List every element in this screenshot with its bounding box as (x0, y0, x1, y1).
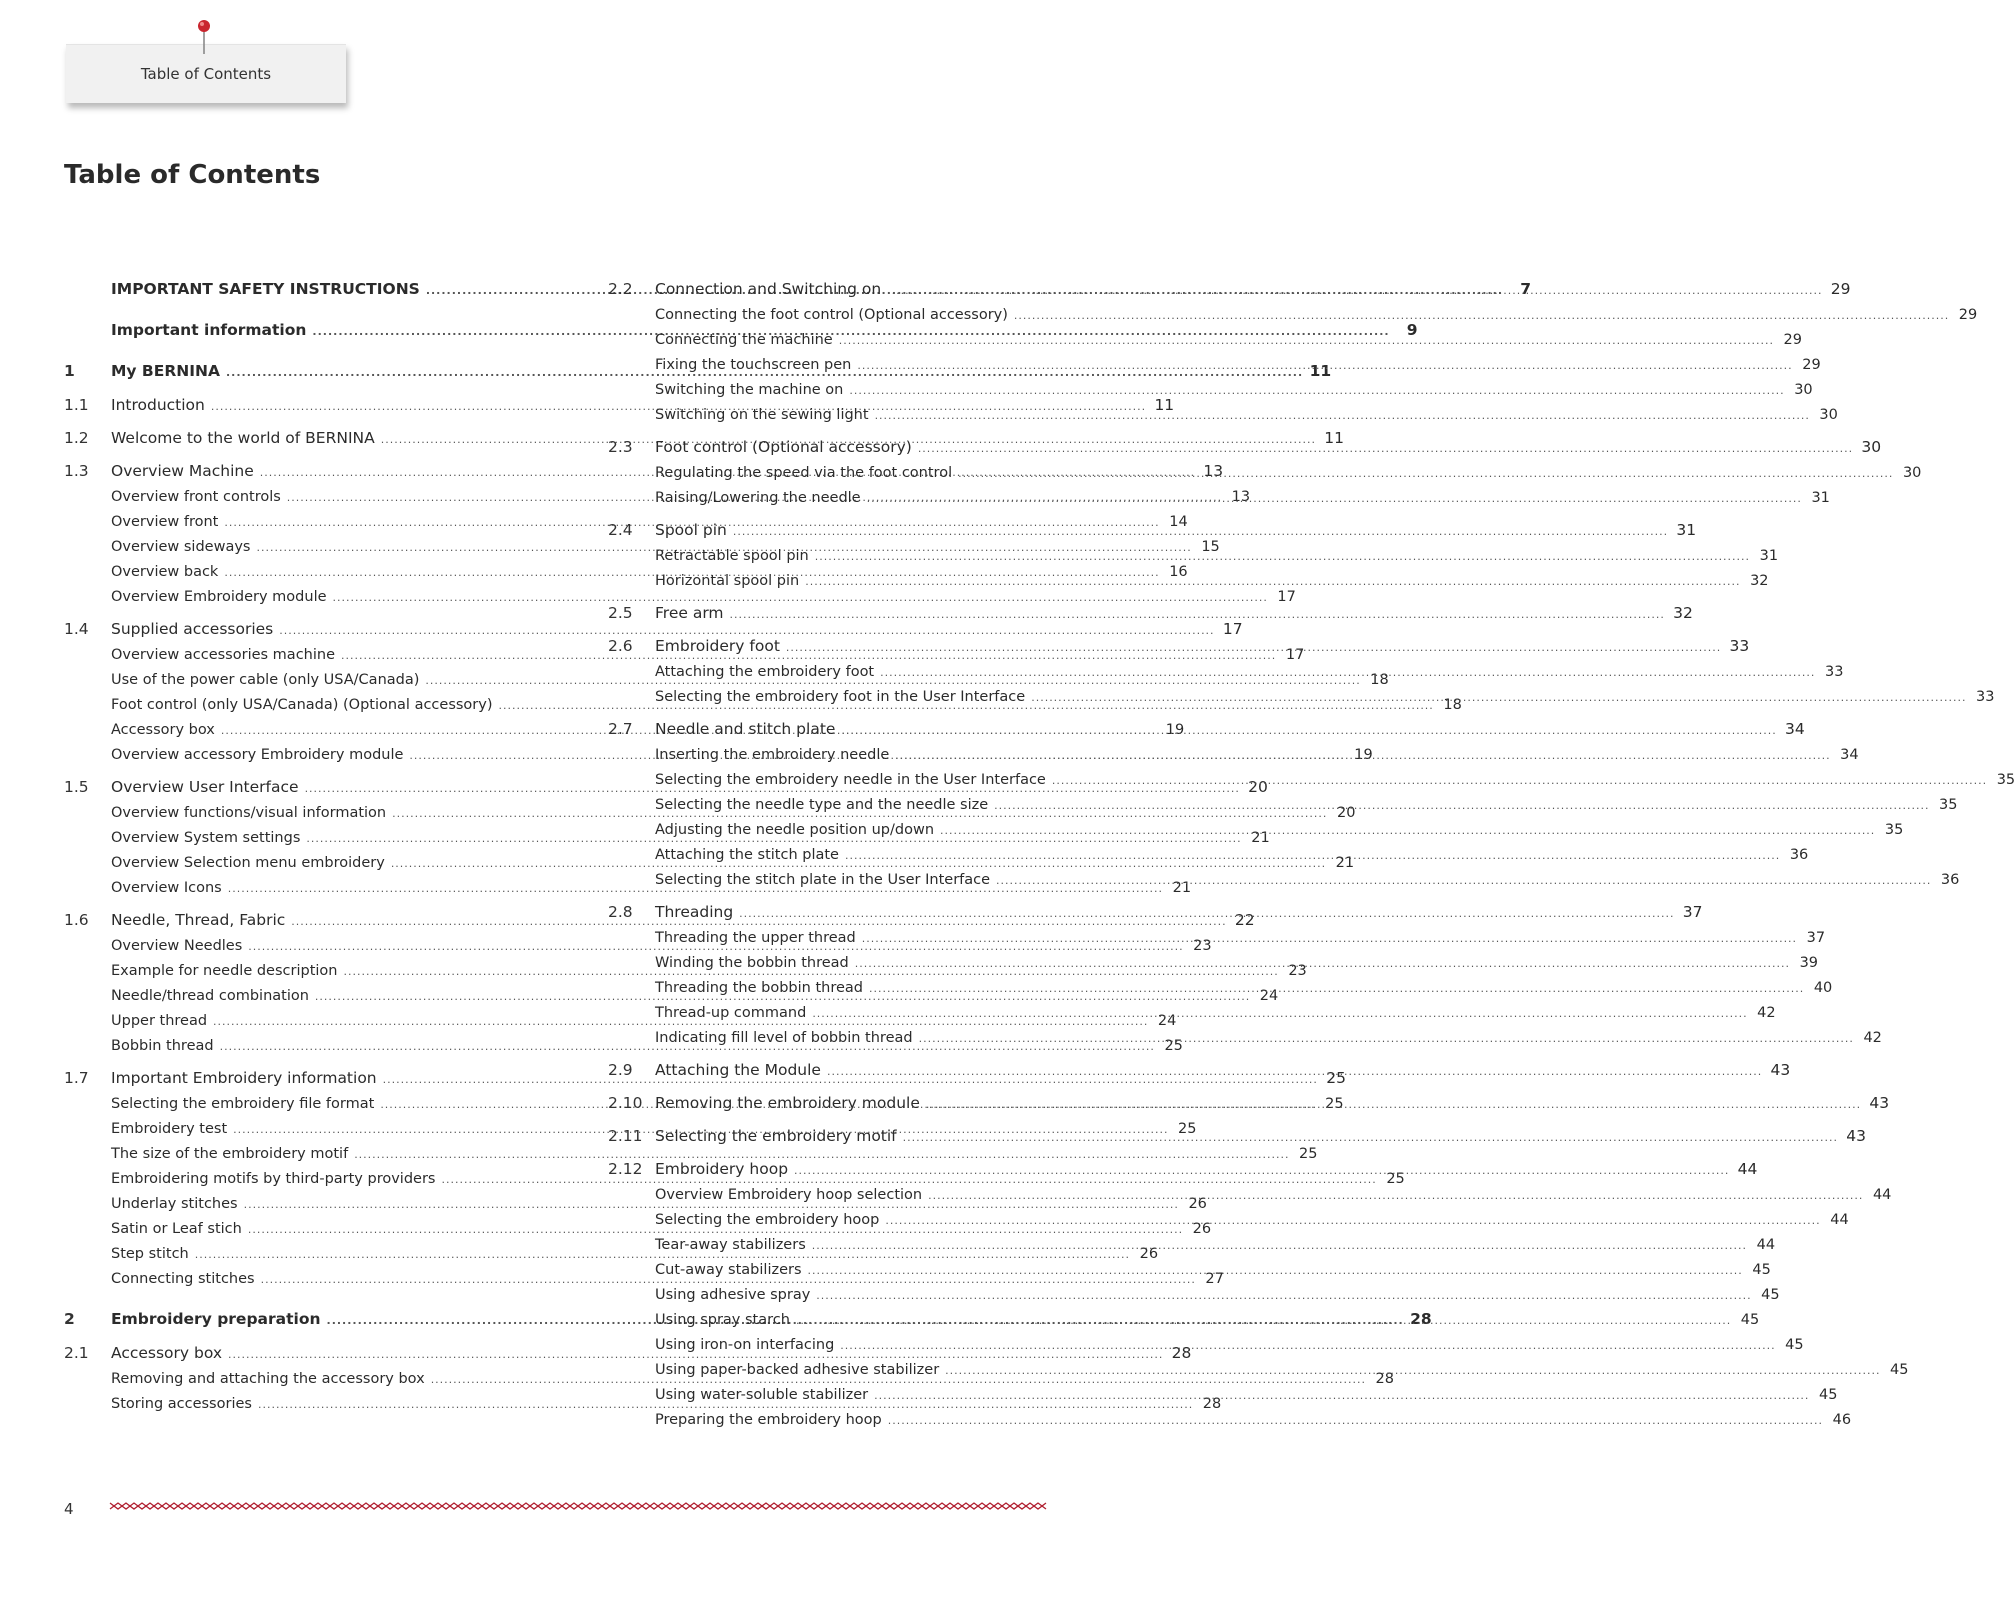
toc-dot-leader (875, 409, 1810, 422)
toc-entry-title: Free arm (655, 604, 724, 622)
toc-dot-leader (816, 1289, 1751, 1302)
toc-entry-page: 45 (1752, 1262, 1771, 1278)
toc-entry-page: 28 (1410, 1310, 1432, 1328)
toc-entry-title: Example for needle description (111, 963, 338, 979)
toc-dot-leader (808, 1264, 1743, 1277)
toc-entry-title: Introduction (111, 396, 205, 414)
toc-entry-number: 2.11 (608, 1127, 643, 1145)
toc-entry-page: 11 (1309, 362, 1332, 380)
toc-entry-title: Selecting the embroidery needle in the User Interface (655, 772, 1046, 788)
toc-entry-page: 18 (1370, 672, 1389, 688)
toc-entry-page: 31 (1811, 490, 1830, 506)
toc-entry-number: 2.4 (608, 521, 633, 539)
toc-entry-page: 18 (1443, 697, 1462, 713)
toc-entry-page: 25 (1326, 1069, 1346, 1087)
toc-entry-title: Threading the bobbin thread (655, 980, 863, 996)
toc-entry-title: Storing accessories (111, 1396, 252, 1412)
toc-dot-leader (895, 749, 1830, 762)
toc-entry[interactable] (608, 280, 1851, 298)
toc-entry-page: 29 (1830, 280, 1851, 298)
toc-entry-title: Overview accessory Embroidery module (111, 747, 404, 763)
toc-entry-title: Embroidering motifs by third-party providers (111, 1171, 436, 1187)
toc-entry-page: 21 (1172, 880, 1192, 896)
toc-entry-title: Switching on the sewing light (655, 407, 869, 423)
toc-entry-page: 31 (1676, 521, 1697, 539)
toc-entry[interactable] (608, 573, 1769, 589)
toc-entry-title: Overview System settings (111, 830, 301, 846)
toc-entry-title: Using paper-backed adhesive stabilizer (655, 1362, 940, 1378)
toc-dot-leader (919, 1032, 1854, 1045)
toc-entry-page: 44 (1830, 1212, 1849, 1228)
toc-entry-title: Switching the machine on (655, 382, 844, 398)
toc-entry[interactable] (64, 1271, 1224, 1287)
toc-entry-number: 1.7 (64, 1069, 89, 1087)
toc-entry-page: 45 (1761, 1287, 1780, 1303)
toc-entry-number: 1.4 (64, 620, 89, 638)
toc-entry-page: 36 (1940, 872, 1960, 888)
toc-entry-title: Retractable spool pin (655, 548, 809, 564)
toc-entry-number: 2.6 (608, 637, 633, 655)
toc-entry-page: 19 (1354, 747, 1373, 763)
toc-entry[interactable] (64, 1371, 1394, 1387)
toc-dot-leader (958, 467, 1893, 480)
toc-entry[interactable] (64, 539, 1220, 555)
toc-entry-title: My BERNINA (111, 362, 220, 380)
toc-entry-page: 20 (1248, 778, 1268, 796)
toc-entry-page: 42 (1757, 1005, 1776, 1021)
toc-entry-page: 17 (1285, 647, 1305, 663)
toc-entry-page: 35 (1939, 797, 1958, 813)
toc-dot-leader (1031, 691, 1966, 704)
toc-dot-leader (885, 1214, 1820, 1227)
toc-entry-title: Overview sideways (111, 539, 251, 555)
toc-entry-title: Preparing the embroidery hoop (655, 1412, 882, 1428)
toc-entry-page: 26 (1188, 1196, 1207, 1212)
toc-entry-title: Selecting the embroidery file format (111, 1096, 375, 1112)
toc-entry-title: Inserting the embroidery needle (655, 747, 890, 763)
toc-entry-title: Overview Needles (111, 938, 243, 954)
toc-entry-title: Connecting the foot control (Optional accessory) (655, 307, 1008, 323)
toc-entry-title: Overview Icons (111, 880, 222, 896)
toc-dot-leader (888, 1414, 1823, 1427)
stitch-line-b (110, 1503, 1046, 1509)
toc-dot-leader (786, 641, 1721, 654)
toc-entry[interactable] (608, 407, 1838, 423)
toc-dot-leader (841, 724, 1776, 737)
toc-entry-title: Welcome to the world of BERNINA (111, 429, 375, 447)
toc-entry-title: Needle, Thread, Fabric (111, 911, 286, 929)
toc-entry-page: 30 (1794, 382, 1813, 398)
toc-dot-leader (867, 492, 1802, 505)
toc-entry-title: Connecting stitches (111, 1271, 255, 1287)
toc-entry[interactable] (64, 1171, 1405, 1187)
toc-entry[interactable] (64, 620, 1243, 638)
decorative-stitch-border (110, 1500, 1046, 1512)
toc-dot-leader (733, 525, 1668, 538)
toc-entry-title: Threading the upper thread (655, 930, 856, 946)
toc-entry-number: 2.12 (608, 1160, 643, 1178)
toc-dot-leader (840, 1339, 1775, 1352)
toc-entry-title: Using water-soluble stabilizer (655, 1387, 869, 1403)
toc-entry-title: Step stitch (111, 1246, 189, 1262)
toc-entry-page: 21 (1335, 855, 1355, 871)
toc-entry-title: Adjusting the needle position up/down (655, 822, 935, 838)
toc-entry-page: 34 (1785, 720, 1805, 738)
toc-entry-page: 25 (1325, 1096, 1344, 1112)
toc-dot-leader (994, 799, 1929, 812)
toc-entry[interactable] (64, 589, 1296, 605)
toc-entry[interactable] (608, 1212, 1849, 1228)
toc-dot-leader (1014, 309, 1949, 322)
header-tab-label: Table of Contents (140, 65, 272, 83)
toc-entry-page: 44 (1872, 1187, 1892, 1203)
toc-entry-title: Connection and Switching on (655, 280, 882, 298)
toc-entry-title: Tear-away stabilizers (655, 1237, 806, 1253)
toc-entry-page: 37 (1682, 903, 1703, 921)
pushpin-icon (196, 18, 216, 56)
toc-entry-page: 30 (1902, 465, 1922, 481)
toc-entry-number: 2.7 (608, 720, 633, 738)
toc-entry[interactable] (608, 548, 1779, 564)
toc-entry-title: Overview accessories machine (111, 647, 335, 663)
toc-entry-title: Using adhesive spray (655, 1287, 811, 1303)
toc-entry-title: Selecting the stitch plate in the User Interface (655, 872, 991, 888)
page-title: Table of Contents (64, 160, 321, 190)
toc-dot-leader (845, 849, 1780, 862)
toc-entry-title: Selecting the embroidery foot in the User Interface (655, 689, 1026, 705)
toc-dot-leader (805, 575, 1740, 588)
toc-entry-page: 9 (1406, 321, 1418, 339)
toc-entry-page: 7 (1520, 280, 1531, 298)
toc-entry-page: 43 (1869, 1094, 1890, 1112)
toc-entry-title: IMPORTANT SAFETY INSTRUCTIONS (111, 280, 420, 298)
toc-entry-number: 2.1 (64, 1344, 89, 1362)
toc-entry[interactable] (608, 1287, 1780, 1303)
toc-dot-leader (794, 1164, 1729, 1177)
toc-dot-leader (928, 1189, 1863, 1202)
toc-entry-title: Selecting the needle type and the needle size (655, 797, 989, 813)
toc-entry-page: 30 (1819, 407, 1838, 423)
toc-entry-title: Embroidery test (111, 1121, 228, 1137)
toc-entry-title: Needle and stitch plate (655, 720, 836, 738)
toc-entry-page: 29 (1958, 307, 1978, 323)
toc-entry[interactable] (608, 1160, 1758, 1178)
toc-entry-page: 24 (1157, 1013, 1177, 1029)
toc-entry-title: Removing the embroidery module (655, 1094, 920, 1112)
toc-dot-leader (862, 932, 1797, 945)
toc-entry-title: Overview Embroidery module (111, 589, 327, 605)
toc-entry-page: 45 (1890, 1362, 1909, 1378)
toc-entry-title: Needle/thread combination (111, 988, 309, 1004)
toc-entry-page: 33 (1824, 664, 1844, 680)
toc-dot-leader (996, 874, 1931, 887)
toc-entry-page: 29 (1802, 357, 1821, 373)
toc-dot-leader (839, 334, 1774, 347)
toc-entry-page: 20 (1336, 805, 1356, 821)
toc-entry-title: Regulating the speed via the foot control (655, 465, 953, 481)
toc-entry-title: Embroidery hoop (655, 1160, 789, 1178)
toc-entry[interactable] (64, 1196, 1207, 1212)
toc-entry-title: Removing and attaching the accessory box (111, 1371, 425, 1387)
toc-dot-leader (796, 1314, 1731, 1327)
toc-entry-page: 32 (1673, 604, 1693, 622)
toc-entry-page: 23 (1288, 963, 1307, 979)
toc-entry-title: Fixing the touchscreen pen (655, 357, 852, 373)
toc-entry-number: 2.2 (608, 280, 633, 298)
toc-entry-page: 15 (1201, 539, 1220, 555)
toc-dot-leader (827, 1065, 1762, 1078)
toc-entry-title: Overview Machine (111, 462, 254, 480)
toc-dot-leader (812, 1239, 1747, 1252)
toc-entry[interactable] (64, 564, 1188, 580)
toc-entry-title: Selecting the embroidery motif (655, 1127, 897, 1145)
toc-entry-title: The size of the embroidery motif (111, 1146, 349, 1162)
toc-entry-title: Attaching the embroidery foot (655, 664, 875, 680)
toc-entry-number: 2.10 (608, 1094, 643, 1112)
toc-entry-title: Overview front (111, 514, 219, 530)
toc-entry-page: 17 (1222, 620, 1243, 638)
toc-entry-number: 2.8 (608, 903, 633, 921)
toc-entry-title: Overview functions/visual information (111, 805, 387, 821)
toc-dot-leader (940, 824, 1875, 837)
toc-entry-title: Use of the power cable (only USA/Canada) (111, 672, 420, 688)
toc-entry-page: 36 (1789, 847, 1809, 863)
toc-entry-title: Accessory box (111, 1344, 223, 1362)
toc-entry-page: 26 (1192, 1221, 1212, 1237)
toc-entry-page: 25 (1299, 1146, 1318, 1162)
toc-dot-leader (857, 359, 1792, 372)
toc-entry-title: Overview User Interface (111, 778, 299, 796)
page-number: 4 (64, 1500, 74, 1518)
toc-entry-page: 14 (1169, 514, 1188, 530)
toc-dot-leader (815, 550, 1750, 563)
toc-entry-title: Threading (655, 903, 734, 921)
toc-entry-title: Overview back (111, 564, 219, 580)
toc-entry-page: 42 (1863, 1030, 1882, 1046)
toc-dot-leader (1052, 774, 1987, 787)
toc-entry[interactable] (64, 1246, 1159, 1262)
toc-entry-page: 30 (1861, 438, 1882, 456)
toc-dot-leader (869, 982, 1804, 995)
toc-entry-page: 24 (1259, 988, 1279, 1004)
toc-entry-page: 35 (1996, 772, 2015, 788)
toc-entry-title: Connecting the machine (655, 332, 833, 348)
toc-entry[interactable] (608, 1387, 1838, 1403)
toc-entry[interactable] (608, 1412, 1852, 1428)
toc-entry-page: 13 (1203, 462, 1224, 480)
toc-entry-title: Supplied accessories (111, 620, 274, 638)
toc-entry-page: 33 (1976, 689, 1995, 705)
toc-entry-page: 25 (1386, 1171, 1405, 1187)
toc-entry-title: Thread-up command (655, 1005, 807, 1021)
toc-entry-page: 28 (1202, 1396, 1222, 1412)
toc-entry-page: 21 (1251, 830, 1270, 846)
toc-entry-page: 19 (1165, 722, 1185, 738)
toc-entry-title: Attaching the stitch plate (655, 847, 839, 863)
toc-entry-page: 17 (1277, 589, 1296, 605)
toc-entry-number: 1 (64, 362, 75, 380)
toc-entry-title: Underlay stitches (111, 1196, 238, 1212)
toc-entry-page: 16 (1169, 564, 1188, 580)
toc-dot-leader (880, 666, 1815, 679)
toc-entry-page: 43 (1846, 1127, 1866, 1145)
toc-entry-page: 45 (1785, 1337, 1804, 1353)
toc-entry-page: 44 (1756, 1237, 1776, 1253)
toc-entry[interactable] (608, 1187, 1892, 1203)
toc-entry-page: 31 (1759, 548, 1779, 564)
toc-entry-title: Foot control (Optional accessory) (655, 438, 912, 456)
toc-entry-title: Using spray starch (655, 1312, 790, 1328)
toc-entry[interactable] (608, 332, 1802, 348)
toc-entry[interactable] (608, 382, 1813, 398)
toc-entry-number: 1.6 (64, 911, 89, 929)
toc-entry-number: 1.1 (64, 396, 89, 414)
toc-entry-page: 11 (1154, 396, 1175, 414)
toc-entry-page: 45 (1818, 1387, 1838, 1403)
toc-entry-page: 35 (1884, 822, 1904, 838)
toc-entry-number: 2.9 (608, 1061, 633, 1079)
toc-entry-title: Horizontal spool pin (655, 573, 800, 589)
toc-entry-page: 32 (1750, 573, 1769, 589)
toc-entry-page: 27 (1205, 1271, 1224, 1287)
toc-dot-leader (918, 442, 1853, 455)
toc-entry[interactable] (64, 1146, 1318, 1162)
toc-entry-page: 44 (1737, 1160, 1758, 1178)
toc-entry-title: Bobbin thread (111, 1038, 214, 1054)
toc-entry-title: Spool pin (655, 521, 727, 539)
toc-entry-title: Embroidery preparation (111, 1310, 321, 1328)
toc-dot-leader (812, 1007, 1747, 1020)
toc-entry-title: Upper thread (111, 1013, 208, 1029)
toc-entry-page: 25 (1164, 1038, 1183, 1054)
toc-dot-leader (903, 1131, 1838, 1144)
toc-entry-page: 11 (1324, 429, 1345, 447)
toc-entry[interactable] (608, 604, 1693, 622)
toc-entry-number: 1.3 (64, 462, 89, 480)
toc-dot-leader (887, 284, 1822, 297)
toc-entry-title: Accessory box (111, 722, 215, 738)
toc-entry-page: 33 (1729, 637, 1750, 655)
toc-entry-title: Overview front controls (111, 489, 281, 505)
toc-entry-page: 28 (1375, 1371, 1394, 1387)
toc-entry-page: 34 (1840, 747, 1859, 763)
toc-entry-title: Attaching the Module (655, 1061, 821, 1079)
toc-entry-page: 37 (1806, 930, 1826, 946)
toc-entry[interactable] (608, 1362, 1909, 1378)
toc-entry[interactable] (64, 1396, 1222, 1412)
toc-dot-leader (874, 1389, 1809, 1402)
toc-entry-title: Selecting the embroidery hoop (655, 1212, 880, 1228)
toc-entry-number: 1.5 (64, 778, 89, 796)
toc-dot-leader (730, 608, 1665, 621)
toc-entry-title: Satin or Leaf stich (111, 1221, 242, 1237)
toc-entry-page: 28 (1171, 1344, 1192, 1362)
toc-entry-page: 45 (1740, 1312, 1760, 1328)
toc-dot-leader (739, 907, 1674, 920)
toc-entry[interactable] (608, 307, 1978, 323)
toc-entry[interactable] (64, 321, 1418, 339)
toc-entry-page: 29 (1783, 332, 1802, 348)
toc-entry-title: Embroidery foot (655, 637, 780, 655)
toc-dot-leader (849, 384, 1784, 397)
toc-entry-title: Important Embroidery information (111, 1069, 377, 1087)
toc-entry-page: 26 (1139, 1246, 1159, 1262)
toc-entry-number: 2 (64, 1310, 75, 1328)
toc-entry[interactable] (608, 1237, 1776, 1253)
toc-entry[interactable] (64, 1221, 1212, 1237)
toc-entry-page: 39 (1799, 955, 1819, 971)
toc-entry-number: 1.2 (64, 429, 89, 447)
toc-entry-page: 22 (1234, 911, 1255, 929)
toc-entry[interactable] (608, 1262, 1771, 1278)
toc-entry-title: Winding the bobbin thread (655, 955, 849, 971)
toc-entry-title: Overview Embroidery hoop selection (655, 1187, 923, 1203)
toc-entry-title: Indicating fill level of bobbin thread (655, 1030, 913, 1046)
toc-entry-page: 40 (1813, 980, 1833, 996)
toc-entry-page: 46 (1832, 1412, 1852, 1428)
toc-entry-title: Cut-away stabilizers (655, 1262, 802, 1278)
toc-entry-page: 43 (1770, 1061, 1791, 1079)
toc-dot-leader (855, 957, 1790, 970)
toc-dot-leader (945, 1364, 1880, 1377)
toc-entry[interactable] (64, 647, 1305, 663)
toc-entry-title: Using iron-on interfacing (655, 1337, 835, 1353)
toc-entry-title: Important information (111, 321, 307, 339)
toc-entry-title: Overview Selection menu embroidery (111, 855, 385, 871)
toc-dot-leader (926, 1098, 1861, 1111)
toc-entry-title: Raising/Lowering the needle (655, 490, 861, 506)
toc-entry[interactable] (64, 396, 1175, 414)
toc-entry-page: 25 (1178, 1121, 1197, 1137)
toc-entry-number: 2.3 (608, 438, 633, 456)
toc-entry-number: 2.5 (608, 604, 633, 622)
toc-entry-title: Foot control (only USA/Canada) (Optional accessory) (111, 697, 493, 713)
toc-entry-page: 13 (1231, 489, 1251, 505)
toc-entry-page: 23 (1193, 938, 1212, 954)
